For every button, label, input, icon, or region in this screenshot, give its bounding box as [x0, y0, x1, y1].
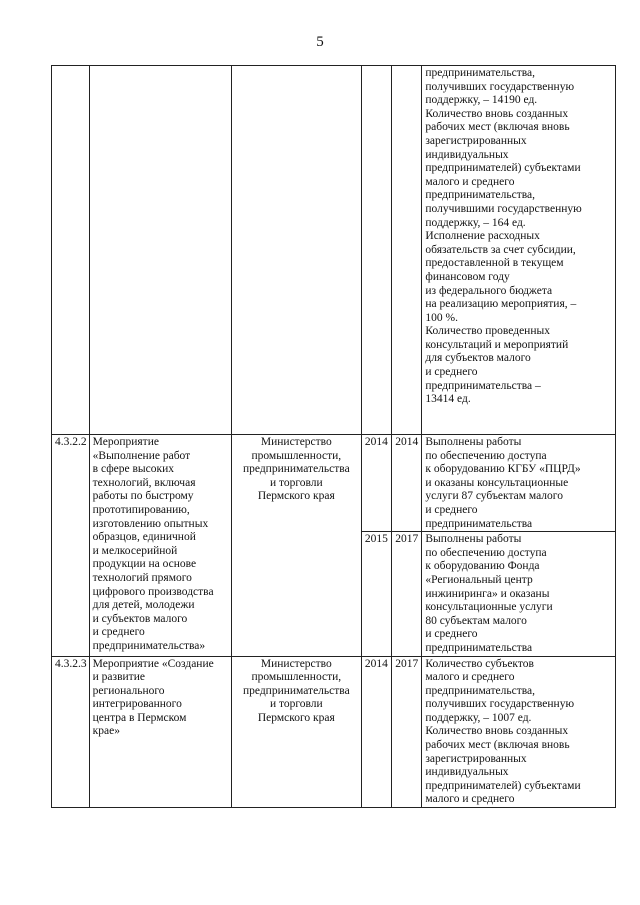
- year-end-cell: 2014: [392, 435, 422, 532]
- text-line: к оборудованию Фонда: [425, 560, 540, 573]
- result-cell: [422, 66, 616, 435]
- executor-cell: [231, 656, 361, 808]
- text-line: для субъектов малого: [425, 352, 531, 365]
- text-line: и среднего: [425, 503, 478, 516]
- text-line: изготовлению опытных: [92, 517, 209, 530]
- table-row: [52, 656, 616, 808]
- text-line: регионального: [92, 684, 165, 697]
- page-number: 5: [316, 34, 324, 50]
- text-line: предпринимательства,: [425, 189, 535, 202]
- text-line: промышленности,: [251, 671, 342, 684]
- text-line: предпринимательства: [242, 463, 350, 476]
- text-line: зарегистрированных: [425, 752, 527, 765]
- text-line: Количество вновь созданных: [425, 107, 569, 120]
- text-line: Мероприятие «Создание: [92, 657, 214, 670]
- year-end-cell: 2017: [392, 656, 422, 808]
- text-line: по обеспечению доступа: [425, 449, 547, 462]
- text-line: для детей, молодежи: [92, 599, 195, 612]
- result-cell: [422, 532, 616, 656]
- text-line: и мелкосерийной: [92, 544, 178, 557]
- row-number-cell: [52, 66, 90, 435]
- text-line: «Выполнение работ: [92, 449, 191, 462]
- text-line: рабочих мест (включая вновь: [425, 739, 570, 752]
- text-line: и среднего: [425, 366, 478, 379]
- program-table: [51, 65, 616, 808]
- text-line: предоставленной в текущем: [425, 257, 564, 270]
- text-line: получивших государственную: [425, 698, 575, 711]
- text-line: консультаций и мероприятий: [425, 338, 569, 351]
- text-line: промышленности,: [251, 449, 342, 462]
- text-line: и торговли: [269, 698, 323, 711]
- text-line: Министерство: [260, 436, 332, 448]
- text-line: крае»: [92, 725, 120, 738]
- text-line: Пермского края: [257, 711, 335, 724]
- text-line: интегрированного: [92, 698, 182, 711]
- text-line: в сфере высоких: [92, 463, 174, 476]
- text-line: рабочих мест (включая вновь: [425, 121, 570, 134]
- text-line: технологий, включая: [92, 476, 196, 489]
- text-line: обязательств за счет субсидии,: [425, 243, 576, 256]
- text-line: предпринимательства»: [92, 639, 206, 652]
- text-line: индивидуальных: [425, 766, 509, 779]
- text-line: предпринимательства: [425, 641, 533, 654]
- text-line: цифрового производства: [92, 585, 214, 598]
- text-line: получивших государственную: [425, 80, 575, 93]
- text-line: предпринимателей) субъектами: [425, 162, 581, 175]
- text-line: малого и среднего: [425, 175, 515, 188]
- result-cell: [422, 435, 616, 532]
- text-line: Пермского края: [257, 490, 335, 503]
- activity-name-cell: [89, 66, 231, 435]
- text-line: продукции на основе: [92, 558, 197, 571]
- text-line: и оказаны консультационные: [425, 476, 569, 489]
- text-line: и торговли: [269, 476, 323, 489]
- text-line: Выполнены работы: [425, 436, 522, 448]
- row-number-cell: 4.3.2.3: [52, 656, 90, 808]
- table-row: [52, 435, 616, 532]
- text-line: работы по быстрому: [92, 490, 194, 503]
- executor-cell: [231, 435, 361, 657]
- text-line: технологий прямого: [92, 571, 192, 584]
- text-line: и развитие: [92, 671, 145, 684]
- text-line: и субъектов малого: [92, 612, 188, 625]
- text-line: инжиниринга» и оказаны: [425, 587, 550, 600]
- text-line: получившими государственную: [425, 202, 582, 215]
- text-line: образцов, единичной: [92, 531, 196, 544]
- text-line: предпринимательства,: [425, 684, 535, 697]
- text-line: поддержку, – 164 ед.: [425, 216, 526, 229]
- text-line: малого и среднего: [425, 671, 515, 684]
- text-line: малого и среднего: [425, 793, 515, 806]
- text-line: предпринимательства –: [425, 379, 541, 392]
- row-number-cell: 4.3.2.2: [52, 435, 90, 657]
- year-start-cell: 2015: [361, 532, 391, 656]
- text-line: поддержку, – 14190 ед.: [425, 94, 538, 107]
- table-row: [52, 66, 616, 435]
- year-end-cell: [392, 66, 422, 435]
- text-line: Министерство: [260, 657, 332, 670]
- year-start-cell: 2014: [361, 656, 391, 808]
- activity-name-cell: [89, 435, 231, 657]
- text-line: прототипированию,: [92, 503, 190, 516]
- text-line: «Региональный центр: [425, 573, 533, 586]
- executor-cell: [231, 66, 361, 435]
- text-line: по обеспечению доступа: [425, 546, 547, 559]
- text-line: зарегистрированных: [425, 134, 527, 147]
- year-end-cell: 2017: [392, 532, 422, 656]
- year-start-cell: 2014: [361, 435, 391, 532]
- text-line: Мероприятие: [92, 436, 159, 448]
- text-line: Количество проведенных: [425, 325, 550, 338]
- text-line: и среднего: [92, 626, 145, 639]
- text-line: Количество вновь созданных: [425, 725, 569, 738]
- text-line: к оборудованию КГБУ «ПЦРД»: [425, 463, 581, 476]
- text-line: Выполнены работы: [425, 533, 522, 546]
- text-line: консультационные услуги: [425, 601, 553, 614]
- text-line: финансовом году: [425, 270, 510, 283]
- text-line: из федерального бюджета: [425, 284, 553, 297]
- text-line: предпринимательства: [242, 684, 350, 697]
- text-line: Исполнение расходных: [425, 230, 540, 243]
- text-line: предпринимательства: [425, 517, 533, 530]
- text-line: и среднего: [425, 628, 478, 641]
- text-line: 80 субъектам малого: [425, 614, 527, 627]
- text-line: поддержку, – 1007 ед.: [425, 711, 532, 724]
- activity-name-cell: [89, 656, 231, 808]
- text-line: на реализацию мероприятия, –: [425, 298, 577, 311]
- text-line: индивидуальных: [425, 148, 509, 161]
- text-line: услуги 87 субъектам малого: [425, 490, 563, 503]
- result-cell: [422, 656, 616, 808]
- year-start-cell: [361, 66, 391, 435]
- text-line: предпринимателей) субъектами: [425, 779, 581, 792]
- text-line: 13414 ед.: [425, 393, 471, 406]
- text-line: 100 %.: [425, 311, 458, 324]
- text-line: предпринимательства,: [425, 67, 535, 79]
- text-line: центра в Пермском: [92, 711, 187, 724]
- text-line: Количество субъектов: [425, 657, 534, 670]
